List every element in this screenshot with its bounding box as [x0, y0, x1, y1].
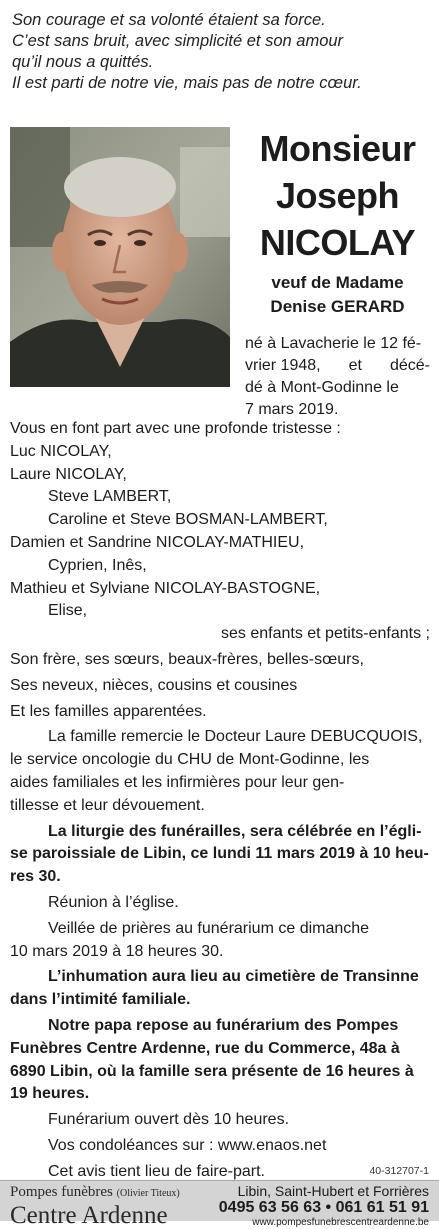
notice-line: Cet avis tient lieu de faire-part. — [48, 1162, 265, 1180]
quote-line: qu’il nous a quittés. — [12, 53, 154, 71]
name-first: Joseph — [275, 175, 400, 216]
thanks-line: aides familiales et les infirmières pour leur gen- — [10, 773, 345, 791]
widower-of — [236, 271, 439, 319]
company-phones: 0495 63 56 63 • 061 61 51 91 — [218, 1199, 429, 1216]
liturgy-line: res 30. — [10, 868, 61, 886]
family-member: Caroline et Steve BOSMAN-LAMBERT, — [48, 511, 328, 529]
condolences-line: Vos condoléances sur : www.enaos.net — [48, 1136, 327, 1154]
burial-line: L’inhumation aura lieu au cimetière de Transinne — [48, 968, 419, 986]
thanks-line: tillesse et leur dévouement. — [10, 796, 205, 814]
company-locations: Libin, Saint-Hubert et Forrières — [237, 1183, 429, 1199]
burial-line: dans l’intimité familiale. — [10, 991, 191, 1009]
name-last: NICOLAY — [259, 222, 416, 263]
company-owner: (Olivier Titeux) — [116, 1188, 180, 1199]
thanks-line: le service oncologie du CHU de Mont-Godinne, les — [10, 751, 370, 769]
relatives-line: Et les familles apparentées. — [10, 702, 207, 720]
born-line: né à Lavacherie le 12 fé- — [245, 335, 422, 352]
family-summary: ses enfants et petits-enfants ; — [220, 625, 430, 643]
portrait-photo — [10, 127, 230, 387]
rest-line: Notre papa repose au funérarium des Pompes — [48, 1016, 399, 1034]
liturgy-line: La liturgie des funérailles, sera célébrée en l’égli- — [48, 822, 422, 840]
quote-line: Son courage et sa volonté étaient sa force. — [12, 11, 326, 29]
notice-body — [10, 418, 430, 1184]
born-line: 7 mars 2019. — [245, 401, 339, 418]
relatives-line: Son frère, ses sœurs, beaux-frères, belles-sœurs, — [10, 650, 364, 668]
widow-line: veuf de Madame — [271, 273, 404, 292]
announcement: Vous en font part avec une profonde tristesse : — [10, 420, 341, 437]
opening-hours: Funérarium ouvert dès 10 heures. — [48, 1111, 290, 1129]
family-member: Mathieu et Sylviane NICOLAY-BASTOGNE, — [10, 579, 321, 597]
born-line: dé à Mont-Godinne le — [245, 379, 399, 396]
relatives-line: Ses neveux, nièces, cousins et cousines — [10, 676, 298, 694]
widow-line: Denise GERARD — [270, 297, 405, 316]
company-website[interactable]: www.pompesfunebrescentreardenne.be — [252, 1217, 429, 1228]
company-contact — [219, 1183, 429, 1228]
quote-line: C’est sans bruit, avec simplicité et son amour — [12, 32, 344, 50]
quote-line: Il est parti de notre vie, mais pas de notre cœur. — [12, 74, 362, 92]
rest-line: 19 heures. — [10, 1085, 90, 1103]
name-title: Monsieur — [259, 128, 416, 169]
rest-line: 6890 Libin, où la famille sera présente de 16 heures à — [10, 1062, 414, 1080]
company-line2: Centre Ardenne — [10, 1202, 168, 1229]
company-line1: Pompes funèbres — [10, 1184, 113, 1200]
deceased-name — [236, 125, 439, 266]
liturgy-line: se paroissiale de Libin, ce lundi 11 mars 2019 à 10 heu- — [10, 845, 429, 863]
family-member: Luc NICOLAY, — [10, 442, 112, 460]
birth-death-details — [245, 333, 430, 421]
vigil-line: Veillée de prières au funérarium ce dimanche — [48, 919, 370, 937]
family-member: Steve LAMBERT, — [48, 488, 172, 506]
reference-number: 40-312707-1 — [369, 1165, 429, 1177]
family-member: Cyprien, Inês, — [48, 556, 147, 574]
vigil-line: 10 mars 2019 à 18 heures 30. — [10, 942, 224, 960]
family-member: Damien et Sandrine NICOLAY-MATHIEU, — [10, 533, 305, 551]
thanks-line: La famille remercie le Docteur Laure DEBUCQUOIS, — [48, 728, 423, 746]
funeral-home-footer — [0, 1180, 439, 1229]
rest-line: Funèbres Centre Ardenne, rue du Commerce, 48a à — [10, 1039, 400, 1057]
portrait-image — [10, 127, 230, 387]
born-line: vrier 1948, et décé- — [245, 357, 430, 374]
company-name — [10, 1184, 180, 1229]
family-member: Elise, — [48, 602, 88, 620]
opening-quote — [12, 10, 432, 94]
reunion-line: Réunion à l’église. — [48, 893, 179, 911]
family-member: Laure NICOLAY, — [10, 465, 127, 483]
